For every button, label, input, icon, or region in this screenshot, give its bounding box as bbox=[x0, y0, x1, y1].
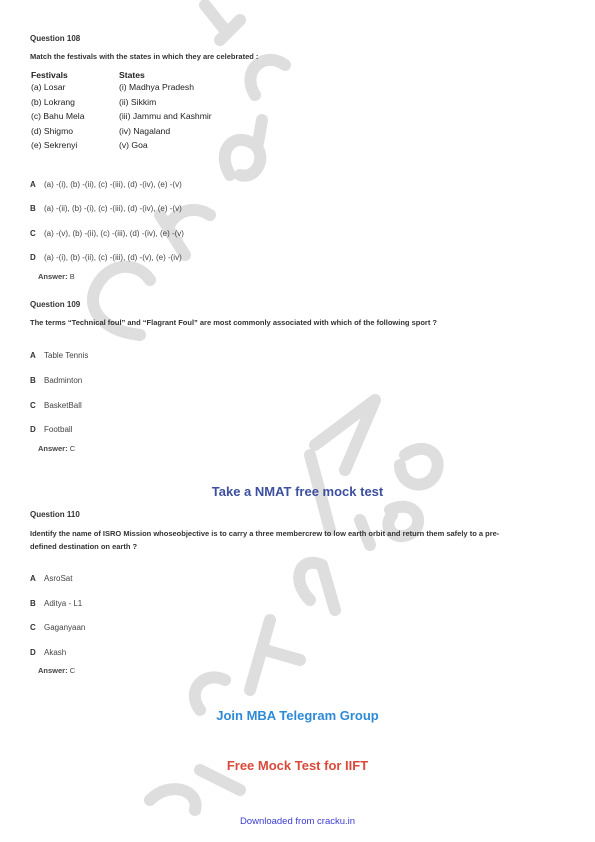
table-header-festivals: Festivals bbox=[31, 70, 68, 80]
state-cell: (i) Madhya Pradesh bbox=[119, 82, 194, 92]
question-110-text-line1: Identify the name of ISRO Mission whoseobjective is to carry a three membercrew to low earth orbit and return them safely to a pre- bbox=[30, 529, 500, 538]
state-cell: (v) Goa bbox=[119, 140, 148, 151]
option-letter: B bbox=[30, 599, 36, 608]
question-109-text: The terms “Technical foul” and “Flagrant Foul” are most commonly associated with which of the following sport ? bbox=[30, 318, 437, 327]
option-c[interactable] bbox=[30, 401, 82, 410]
option-text: AsroSat bbox=[44, 574, 73, 583]
option-text: (a) -(i), (b) -(ii), (c) -(iii), (d) -(v), (e) -(iv) bbox=[44, 253, 182, 262]
table-row bbox=[31, 97, 251, 112]
question-109-title: Question 109 bbox=[30, 300, 81, 309]
option-text: Badminton bbox=[44, 376, 83, 385]
option-d[interactable] bbox=[30, 253, 182, 262]
festival-state-table bbox=[31, 70, 251, 155]
option-letter: A bbox=[30, 574, 36, 583]
option-text: Akash bbox=[44, 648, 67, 657]
question-108-text: Match the festivals with the states in which they are celebrated : bbox=[30, 52, 259, 61]
option-a[interactable] bbox=[30, 351, 88, 360]
table-row bbox=[31, 126, 251, 141]
option-letter: C bbox=[30, 401, 36, 410]
option-c[interactable] bbox=[30, 229, 184, 238]
question-110-title: Question 110 bbox=[30, 510, 80, 519]
answer-109 bbox=[38, 444, 75, 453]
option-letter: D bbox=[30, 253, 36, 262]
option-letter: C bbox=[30, 229, 36, 238]
option-letter: B bbox=[30, 376, 36, 385]
answer-label: Answer: bbox=[38, 666, 68, 675]
nmat-mock-test-link[interactable]: Take a NMAT free mock test bbox=[211, 484, 384, 499]
option-text: Gaganyaan bbox=[44, 623, 86, 632]
option-a[interactable] bbox=[30, 180, 182, 189]
option-text: Table Tennis bbox=[44, 351, 89, 360]
option-b[interactable] bbox=[30, 376, 82, 385]
answer-value: B bbox=[69, 272, 75, 281]
option-text: Football bbox=[44, 425, 73, 434]
option-text: BasketBall bbox=[44, 401, 82, 410]
answer-value: C bbox=[69, 444, 76, 453]
option-text: Aditya - L1 bbox=[44, 599, 83, 608]
answer-108 bbox=[38, 272, 75, 281]
table-row bbox=[31, 140, 251, 155]
option-letter: D bbox=[30, 648, 36, 657]
option-b[interactable] bbox=[30, 599, 82, 608]
telegram-group-link[interactable]: Join MBA Telegram Group bbox=[216, 708, 379, 723]
option-letter: A bbox=[30, 351, 36, 360]
option-text: (a) -(v), (b) -(ii), (c) -(iii), (d) -(iv), (e) -(v) bbox=[44, 229, 184, 238]
answer-110 bbox=[38, 666, 75, 675]
table-header-states: States bbox=[119, 70, 145, 80]
table-row bbox=[31, 111, 251, 126]
festival-cell: (e) Sekrenyi bbox=[31, 140, 78, 151]
footer-download-link[interactable]: Downloaded from cracku.in bbox=[239, 816, 356, 827]
state-cell: (iii) Jammu and Kashmir bbox=[119, 111, 212, 122]
answer-label: Answer: bbox=[38, 272, 68, 281]
option-b[interactable] bbox=[30, 204, 182, 213]
option-letter: C bbox=[30, 623, 36, 632]
option-text: (a) -(ii), (b) -(i), (c) -(iii), (d) -(iv), (e) -(v) bbox=[44, 204, 182, 213]
festival-cell: (a) Losar bbox=[31, 82, 66, 92]
question-108-title: Question 108 bbox=[30, 34, 81, 43]
option-letter: A bbox=[30, 180, 36, 189]
option-letter: B bbox=[30, 204, 36, 213]
option-d[interactable] bbox=[30, 648, 66, 657]
option-c[interactable] bbox=[30, 623, 85, 632]
state-cell: (iv) Nagaland bbox=[119, 125, 171, 136]
festival-cell: (b) Lokrang bbox=[31, 96, 75, 107]
option-a[interactable] bbox=[30, 574, 72, 583]
iift-mock-test-link[interactable]: Free Mock Test for IIFT bbox=[226, 758, 369, 773]
question-110-text-line2: defined destination on earth ? bbox=[30, 542, 138, 551]
festival-cell: (c) Bahu Mela bbox=[31, 111, 85, 122]
option-letter: D bbox=[30, 425, 36, 434]
option-d[interactable] bbox=[30, 425, 72, 434]
answer-label: Answer: bbox=[38, 444, 68, 453]
answer-value: C bbox=[69, 666, 76, 675]
option-text: (a) -(i), (b) -(ii), (c) -(iii), (d) -(iv), (e) -(v) bbox=[44, 180, 182, 189]
table-row bbox=[31, 82, 251, 97]
festival-cell: (d) Shigmo bbox=[31, 125, 74, 136]
state-cell: (ii) Sikkim bbox=[119, 96, 157, 107]
